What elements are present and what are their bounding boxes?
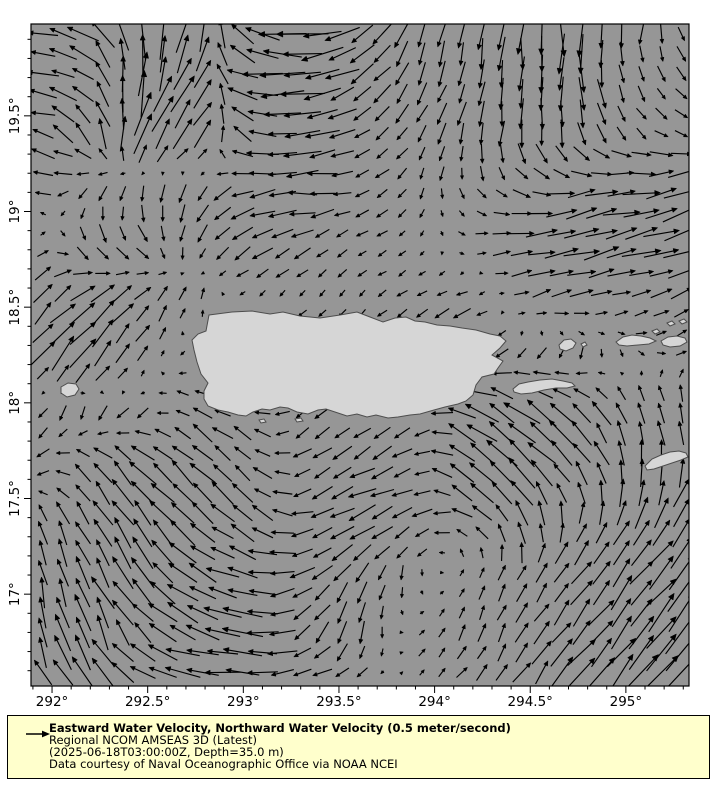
island-caja-de-muertos xyxy=(295,418,303,422)
x-tick-label: 295° xyxy=(609,694,643,710)
y-tick-label: 18° xyxy=(7,390,23,415)
reference-arrow-icon xyxy=(25,729,51,739)
y-tick-label: 19° xyxy=(7,199,23,224)
island-puerto-rico xyxy=(192,311,506,418)
y-tick-label: 18.5° xyxy=(7,288,23,326)
y-tick-label: 19.5° xyxy=(7,97,23,135)
legend-text xyxy=(49,723,511,771)
legend-title: Eastward Water Velocity, Northward Water Velocity (0.5 meter/second) xyxy=(49,721,511,735)
x-tick-label: 292° xyxy=(35,694,69,710)
island-south-coast-islet xyxy=(259,419,266,423)
x-tick-label: 292.5° xyxy=(124,694,171,710)
y-tick-label: 17.5° xyxy=(7,480,23,517)
legend-box xyxy=(7,715,710,779)
x-tick-label: 294° xyxy=(418,694,451,710)
y-tick-label: 17° xyxy=(7,582,23,607)
x-tick-label: 293° xyxy=(227,694,260,710)
legend-courtesy: Data courtesy of Naval Oceanographic Office via NOAA NCEI xyxy=(49,756,398,771)
legend-dataset: Regional NCOM AMSEAS 3D (Latest) xyxy=(49,732,258,747)
x-tick-label: 294.5° xyxy=(507,694,553,710)
legend-time-depth: (2025-06-18T03:00:00Z, Depth=35.0 m) xyxy=(49,744,284,759)
x-tick-label: 293.5° xyxy=(316,694,362,710)
